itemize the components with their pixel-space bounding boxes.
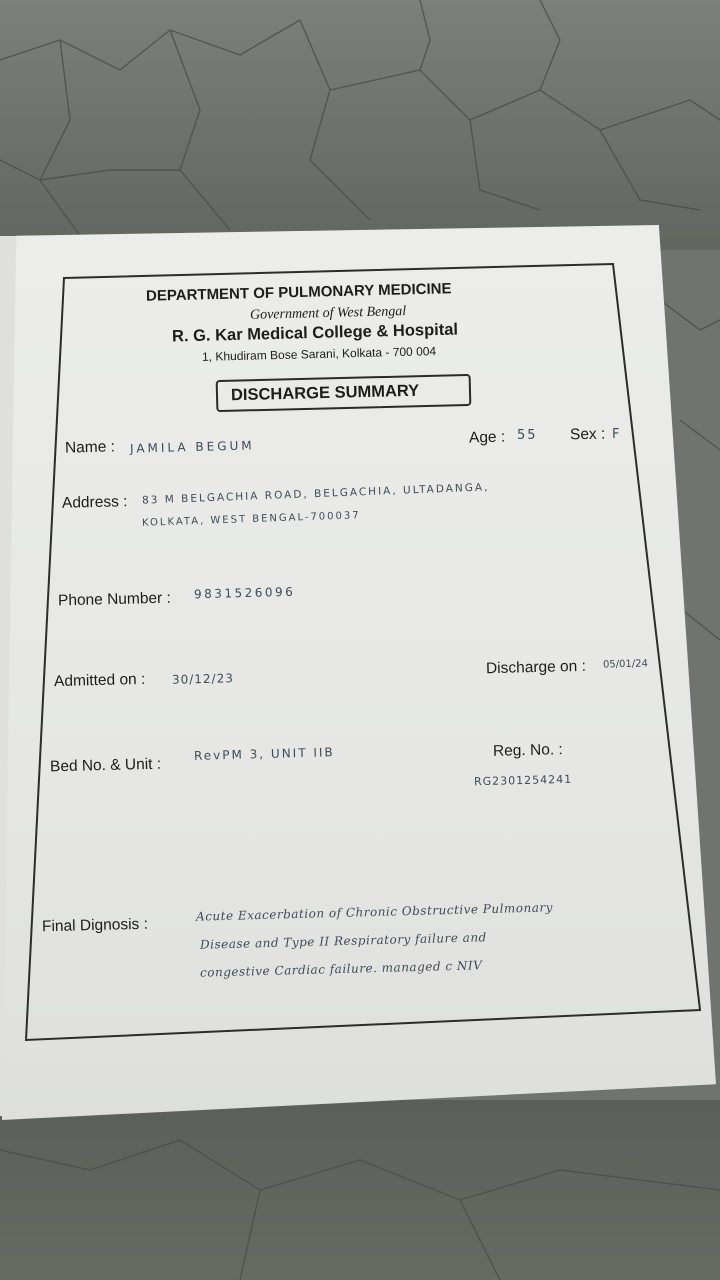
government-subheading: Government of West Bengal (249, 304, 407, 323)
age-label: Age : (468, 428, 506, 447)
diagnosis-line-2: Disease and Type II Respiratory failure and (199, 930, 487, 952)
address-line-1: 83 M BELGACHIA ROAD, BELGACHIA, ULTADANGA, (141, 481, 490, 507)
diagnosis-line-3: congestive Cardiac failure. managed c NIV (199, 958, 483, 980)
discharge-value: 05/01/24 (602, 658, 649, 671)
admitted-value: 30/12/23 (171, 671, 235, 687)
page-title: DISCHARGE SUMMARY (230, 381, 420, 405)
sex-value: F (612, 427, 622, 442)
age-value: 55 (517, 428, 538, 443)
address-line-2: KOLKATA, WEST BENGAL-700037 (141, 510, 361, 529)
sex-label: Sex : (569, 425, 606, 444)
phone-label: Phone Number : (57, 589, 172, 610)
address-label: Address : (61, 493, 128, 512)
college-address: 1, Khudiram Bose Sarani, Kolkata - 700 004 (201, 344, 437, 364)
college-name: R. G. Kar Medical College & Hospital (171, 320, 459, 346)
diagnosis-line-1: Acute Exacerbation of Chronic Obstructive Pulmonary (195, 900, 554, 924)
reg-no-value: RG2301254241 (473, 772, 573, 789)
bed-unit-label: Bed No. & Unit : (49, 755, 162, 776)
patient-name-value: JAMILA BEGUM (129, 438, 255, 456)
department-heading: DEPARTMENT OF PULMONARY MEDICINE (145, 280, 452, 305)
admitted-label: Admitted on : (53, 670, 146, 691)
reg-no-label: Reg. No. : (492, 741, 563, 760)
discharge-label: Discharge on : (485, 657, 587, 678)
name-label: Name : (64, 438, 116, 457)
bed-unit-value: RevPM 3, UNIT IIB (193, 745, 335, 763)
phone-value: 9831526096 (193, 584, 296, 602)
diagnosis-label: Final Dignosis : (41, 915, 149, 936)
